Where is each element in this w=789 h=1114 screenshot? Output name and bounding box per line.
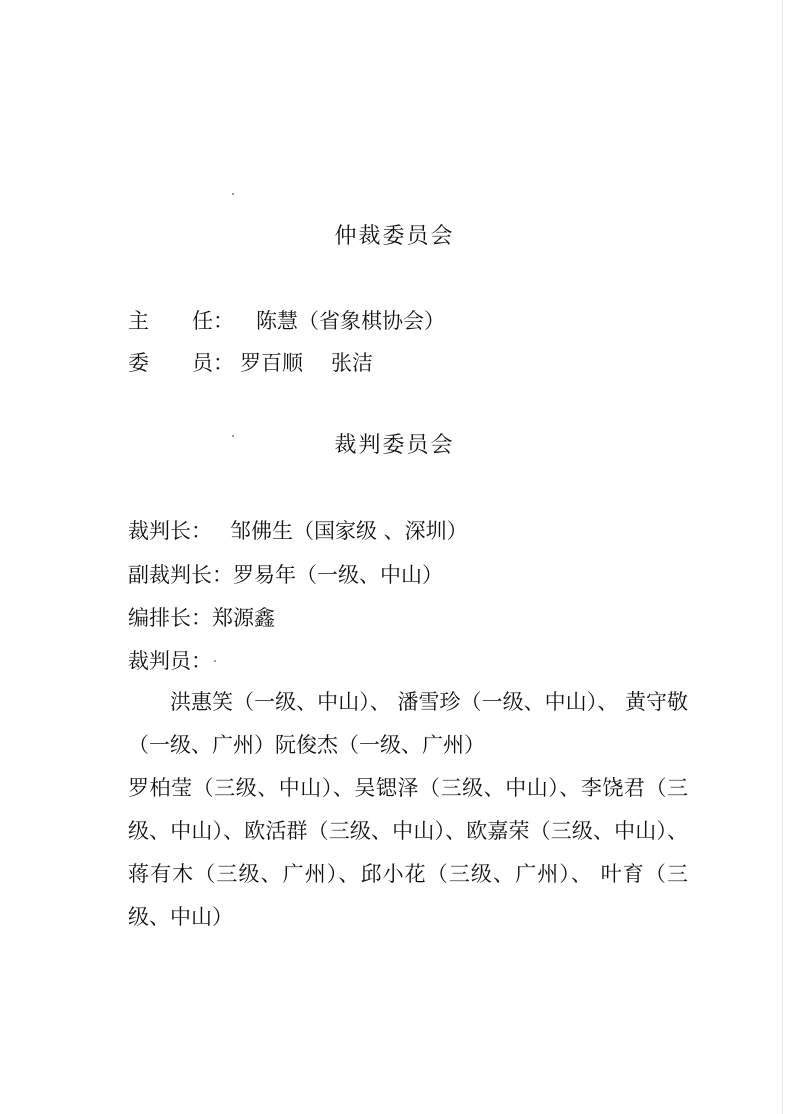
- referee-committee-title: 裁判委员会: [334, 433, 455, 458]
- member-name-1: 罗百顺: [240, 351, 303, 375]
- chief-referee-row: [128, 516, 468, 546]
- chair-label-char: 任：: [192, 309, 234, 333]
- chief-referee-value: 邹佛生（国家级 、深圳）: [230, 519, 468, 543]
- member-label: [128, 348, 240, 378]
- referees-label: 裁判员：: [128, 649, 212, 673]
- scan-speck: [232, 193, 234, 195]
- member-label-char: 委: [128, 351, 149, 375]
- scheduler-value: 郑源鑫: [212, 606, 275, 630]
- scan-edge-line: [782, 0, 783, 1114]
- chief-referee-label: 裁判长：: [128, 519, 212, 543]
- chair-label: [128, 306, 256, 336]
- referees-paragraph-2: 罗柏莹（三级、中山）、吴锶泽（三级、中山）、李饶君（三级、中山）、欧活群（三级、中山）、欧嘉荣（三级、中山）、蒋有木（三级、广州）、邱小花（三级、广州）、 叶育（三级、中山）: [128, 776, 688, 929]
- scheduler-row: [128, 603, 275, 633]
- scan-speck: [214, 660, 216, 662]
- referees-paragraph-1: 洪惠笑（一级、中山）、 潘雪珍（一级、中山）、 黄守敬（一级、广州）阮俊杰（一级、广州）: [128, 690, 688, 757]
- deputy-referee-value: 罗易年（一级、中山）: [233, 563, 443, 587]
- deputy-referee-label: 副裁判长：: [128, 563, 233, 587]
- arbitration-member-row: [128, 348, 373, 378]
- chair-label-char: 主: [128, 309, 149, 333]
- member-label-char: 员：: [192, 351, 234, 375]
- deputy-referee-row: [128, 560, 443, 590]
- arbitration-committee-title: 仲裁委员会: [334, 224, 455, 249]
- scheduler-label: 编排长：: [128, 606, 212, 630]
- arbitration-chair-row: [128, 306, 445, 336]
- referees-label-row: [128, 646, 212, 676]
- chair-value: 陈慧（省象棋协会）: [256, 309, 445, 333]
- member-name-2: 张洁: [331, 351, 373, 375]
